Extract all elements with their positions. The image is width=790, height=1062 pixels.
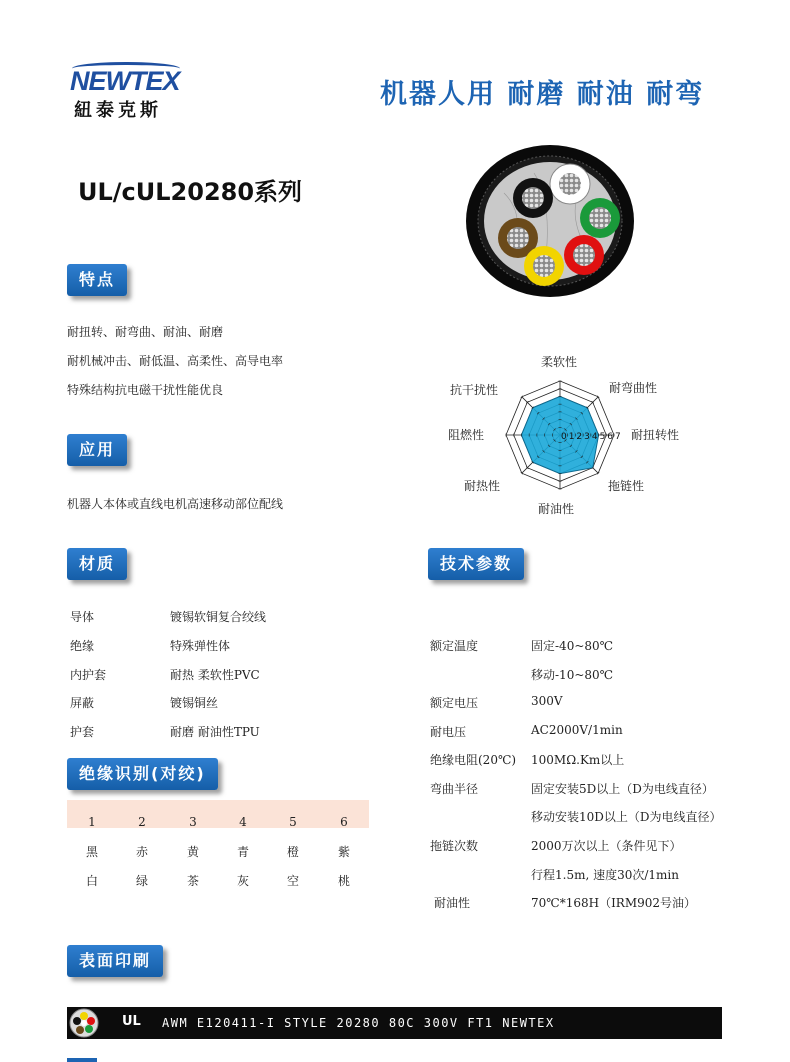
spec-label: 耐油性 [434,896,471,910]
spec-value: 300V [531,694,563,708]
radar-label-heat: 耐热性 [464,479,501,493]
id-color-1: 青 [236,845,249,859]
application-tab: 应用 [67,434,127,466]
id-color-2: 白 [85,874,98,888]
radar-scale-label: 0 [561,432,567,442]
materials-tab: 材质 [67,548,127,580]
material-value: 镀锡软铜复合绞线 [170,610,267,624]
cable-cross-section-image [464,143,636,299]
radar-scale-label: 5 [599,432,606,442]
spec-value: 固定安装5D以上（D为电线直径） [531,782,714,796]
ul-mark-icon: UL [122,1014,141,1029]
feature-line-1: 耐扭转、耐弯曲、耐油、耐磨 [67,325,224,339]
spec-label: 额定电压 [430,696,479,710]
spec-value: 100MΩ.Km以上 [531,753,625,767]
radar-scale-label: 7 [615,432,621,442]
material-value: 特殊弹性体 [170,639,231,653]
footer-accent [67,1058,97,1062]
material-label: 内护套 [70,668,107,682]
spec-value: 移动-10~80℃ [531,668,614,682]
radar-scale-label: 1 [568,432,575,442]
radar-label-bend: 耐弯曲性 [609,381,658,395]
radar-label-twist: 耐扭转性 [631,428,680,442]
material-label: 绝缘 [70,639,95,653]
id-color-2: 茶 [186,874,199,888]
material-label: 导体 [70,610,95,624]
feature-line-2: 耐机械冲击、耐低温、高柔性、高导电率 [67,354,284,368]
performance-radar-chart [500,375,620,495]
radar-scale-label: 4 [591,432,598,442]
tagline: 机器人用 耐磨 耐油 耐弯 [380,79,705,110]
logo-cn-text: 紐泰克斯 [74,100,162,121]
radar-scale-label: 3 [584,432,590,442]
application-text: 机器人本体或直线电机高速移动部位配线 [67,497,284,511]
radar-scale-label: 2 [576,432,583,442]
spec-value: 70℃*168H（IRM902号油） [531,896,697,910]
surface-print-text: AWM E120411-I STYLE 20280 80C 300V FT1 NEWTEX [162,1016,555,1030]
spec-value: 2000万次以上（条件见下） [531,839,682,853]
insulation-id-header-band [67,800,369,828]
id-color-2: 绿 [135,874,148,888]
id-color-1: 赤 [135,845,148,859]
id-number: 2 [138,815,146,829]
spec-label: 拖链次数 [430,839,479,853]
id-color-1: 黄 [186,845,199,859]
id-color-2: 空 [286,874,299,888]
radar-label-flexibility: 柔软性 [541,355,578,369]
features-tab: 特点 [67,264,127,296]
logo-en-text: NEWTEX [70,66,180,96]
id-color-1: 橙 [286,845,299,859]
surface-print-tab: 表面印刷 [67,945,163,977]
id-color-2: 桃 [337,874,350,888]
logo-swoosh [72,62,180,75]
radar-label-emi: 抗干扰性 [450,383,499,397]
material-label: 护套 [70,725,95,739]
material-label: 屏蔽 [70,696,95,710]
id-number: 3 [189,815,197,829]
brand-logo [70,66,182,94]
spec-label: 弯曲半径 [430,782,479,796]
id-color-1: 紫 [337,845,350,859]
spec-value: 固定-40~80℃ [531,639,614,653]
id-number: 4 [239,815,247,829]
specs-tab: 技术参数 [428,548,524,580]
radar-label-drag-chain: 拖链性 [608,479,645,493]
cable-end-icon [69,1008,99,1038]
spec-value: 行程1.5m, 速度30次/1min [531,868,679,882]
feature-line-3: 特殊结构抗电磁干扰性能优良 [67,383,224,397]
radar-label-oil: 耐油性 [538,502,575,516]
id-color-1: 黑 [85,845,98,859]
spec-label: 耐电压 [430,725,467,739]
id-number: 1 [88,815,96,829]
material-value: 耐热 柔软性PVC [170,668,260,682]
radar-label-flame: 阻燃性 [448,428,485,442]
spec-value: AC2000V/1min [531,723,623,737]
insulation-id-tab: 绝缘识别(对绞) [67,758,218,790]
material-value: 镀锡铜丝 [170,696,219,710]
id-color-2: 灰 [236,874,249,888]
spec-label: 额定温度 [430,639,479,653]
spec-label: 绝缘电阻(20℃) [430,753,517,767]
material-value: 耐磨 耐油性TPU [170,725,260,739]
radar-scale-label: 6 [607,432,614,442]
id-number: 5 [289,815,297,829]
series-title: UL/cUL20280系列 [78,178,303,206]
spec-value: 移动安装10D以上（D为电线直径） [531,810,722,824]
id-number: 6 [340,815,348,829]
